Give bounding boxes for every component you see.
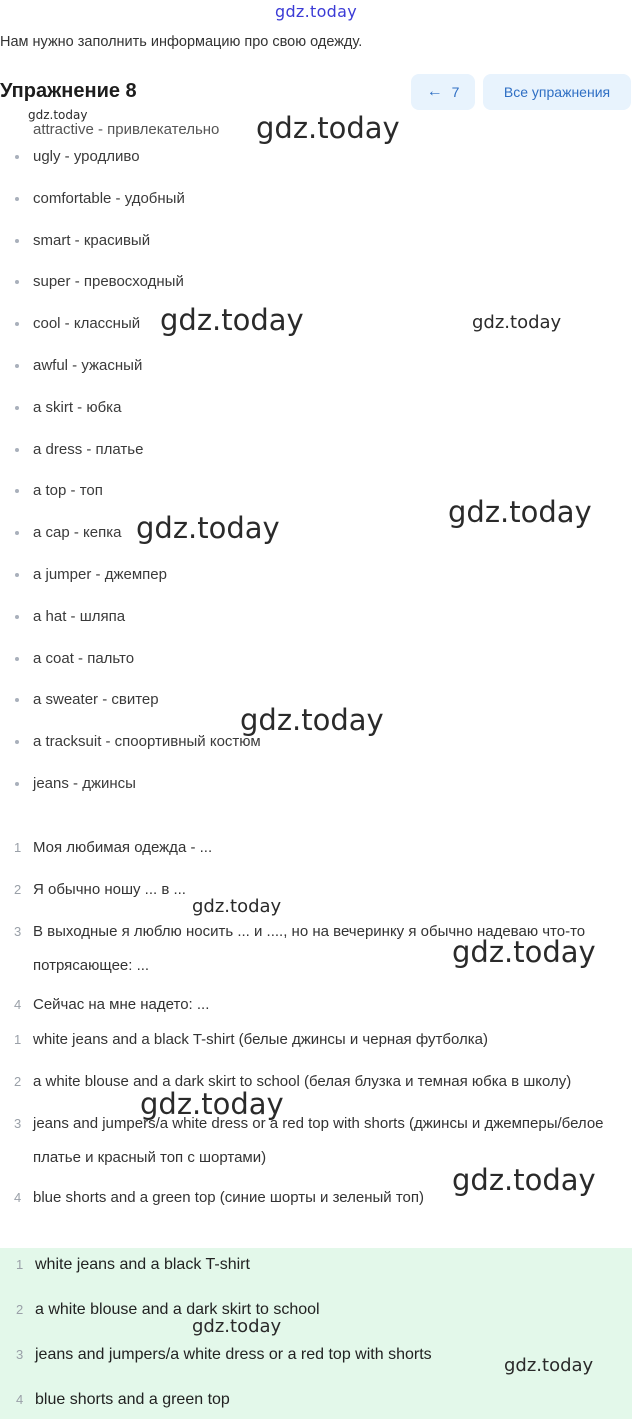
answer-item — [0, 1248, 632, 1293]
bullet-icon — [15, 197, 19, 201]
prompt-item — [0, 831, 632, 865]
bullet-icon — [15, 406, 19, 410]
translation-text: a white blouse and a dark skirt to school (белая блузка и темная юбка в школу) — [33, 1073, 572, 1090]
vocabulary-item — [0, 399, 632, 441]
watermark: gdz.today — [140, 1087, 284, 1121]
vocabulary-item — [0, 190, 632, 232]
vocabulary-text: a coat - пальто — [33, 649, 135, 667]
item-number: 1 — [14, 840, 22, 855]
vocabulary-item — [0, 232, 632, 274]
vocabulary-item — [0, 524, 632, 566]
answer-item — [0, 1383, 632, 1419]
item-number: 2 — [14, 882, 22, 897]
item-number: 3 — [16, 1347, 24, 1362]
prompt-item — [0, 988, 632, 1022]
bullet-icon — [15, 280, 19, 284]
bullet-icon — [15, 448, 19, 452]
vocabulary-text: a dress - платье — [33, 440, 144, 458]
prompts-list — [0, 831, 632, 1022]
watermark: gdz.today — [28, 108, 88, 122]
bullet-icon — [15, 531, 19, 535]
vocabulary-text: smart - красивый — [33, 231, 151, 249]
vocabulary-item — [0, 273, 632, 315]
answer-item — [0, 1293, 632, 1338]
site-logo-watermark: gdz.today — [275, 2, 357, 21]
vocabulary-item — [0, 650, 632, 692]
translation-item — [0, 1023, 632, 1057]
watermark: gdz.today — [192, 896, 282, 917]
watermark: gdz.today — [472, 312, 562, 333]
vocabulary-text: super - превосходный — [33, 273, 184, 291]
bullet-icon — [15, 657, 19, 661]
arrow-left-icon: ← — [426, 83, 443, 100]
vocabulary-text: a hat - шляпа — [33, 607, 126, 625]
prompt-item — [0, 873, 632, 907]
watermark: gdz.today — [240, 703, 384, 737]
translation-item — [0, 1065, 632, 1099]
vocabulary-text: a top - топ — [33, 482, 103, 500]
vocabulary-text: cool - классный — [33, 315, 141, 333]
vocabulary-text: a cap - кепка — [33, 524, 122, 542]
answers-list — [0, 1248, 632, 1419]
translation-text: jeans and jumpers/a white dress or a red top with shorts (джинсы и джемперы/белое платье и красный топ с шортами) — [33, 1115, 604, 1166]
bullet-icon — [15, 322, 19, 326]
prompt-text: Моя любимая одежда - ... — [33, 839, 213, 856]
watermark: gdz.today — [452, 935, 596, 969]
vocabulary-text: a jumper - джемпер — [33, 565, 167, 583]
answer-text: jeans and jumpers/a white dress or a red top with shorts — [35, 1346, 432, 1363]
answer-text: white jeans and a black T-shirt — [35, 1256, 250, 1273]
translation-text: white jeans and a black T-shirt (белые джинсы и черная футболка) — [33, 1031, 488, 1048]
bullet-icon — [15, 740, 19, 744]
item-number: 1 — [16, 1257, 24, 1272]
vocabulary-item — [0, 733, 632, 775]
all-exercises-button[interactable]: Все упражнения — [483, 74, 631, 110]
bullet-icon — [15, 239, 19, 243]
page-title: Упражнение 8 — [0, 80, 137, 102]
item-number: 3 — [14, 1116, 22, 1131]
item-number: 4 — [14, 1190, 22, 1205]
previous-exercise-label: 7 — [451, 84, 460, 100]
item-number: 4 — [16, 1392, 24, 1407]
vocabulary-item-cut-text: attractive - привлекательно — [33, 121, 220, 138]
watermark: gdz.today — [448, 495, 592, 529]
item-number: 3 — [14, 924, 22, 939]
answers-panel — [0, 1248, 632, 1419]
watermark: gdz.today — [256, 111, 400, 145]
vocabulary-text: comfortable - удобный — [33, 189, 185, 207]
bullet-icon — [15, 698, 19, 702]
prompt-text: Я обычно ношу ... в ... — [33, 881, 186, 898]
vocabulary-text: a tracksuit - споортивный костюм — [33, 733, 261, 751]
item-number: 1 — [14, 1032, 22, 1047]
answer-text: blue shorts and a green top — [35, 1391, 230, 1408]
item-number: 4 — [14, 997, 22, 1012]
watermark: gdz.today — [136, 511, 280, 545]
watermark: gdz.today — [160, 303, 304, 337]
vocabulary-item — [0, 148, 632, 190]
bullet-icon — [15, 489, 19, 493]
vocabulary-text: jeans - джинсы — [33, 774, 136, 792]
item-number: 2 — [16, 1302, 24, 1317]
vocabulary-item — [0, 357, 632, 399]
exercise-header — [0, 74, 632, 112]
bullet-icon — [15, 782, 19, 786]
prompt-text: Сейчас на мне надето: ... — [33, 996, 210, 1013]
vocabulary-item — [0, 566, 632, 608]
vocabulary-text: a sweater - свитер — [33, 691, 159, 709]
translation-text: blue shorts and a green top (синие шорты и зеленый топ) — [33, 1189, 425, 1206]
watermark: gdz.today — [452, 1163, 596, 1197]
item-number: 2 — [14, 1074, 22, 1089]
vocabulary-text: a skirt - юбка — [33, 398, 122, 416]
watermark: gdz.today — [504, 1355, 594, 1376]
answer-text: a white blouse and a dark skirt to school — [35, 1301, 320, 1318]
vocabulary-text: awful - ужасный — [33, 356, 143, 374]
bullet-icon — [15, 615, 19, 619]
vocabulary-text: ugly - уродливо — [33, 148, 140, 165]
prompt-text: В выходные я люблю носить ... и ...., но на вечеринку я обычно надеваю что-то потрясающее: ... — [33, 923, 586, 974]
vocabulary-item — [0, 775, 632, 817]
bullet-icon — [15, 573, 19, 577]
bullet-icon — [15, 364, 19, 368]
intro-text: Нам нужно заполнить информацию про свою одежду. — [0, 34, 363, 50]
bullet-icon — [15, 155, 19, 159]
vocabulary-item — [0, 608, 632, 650]
vocabulary-item — [0, 441, 632, 483]
watermark: gdz.today — [192, 1316, 282, 1337]
previous-exercise-button[interactable] — [411, 74, 475, 110]
